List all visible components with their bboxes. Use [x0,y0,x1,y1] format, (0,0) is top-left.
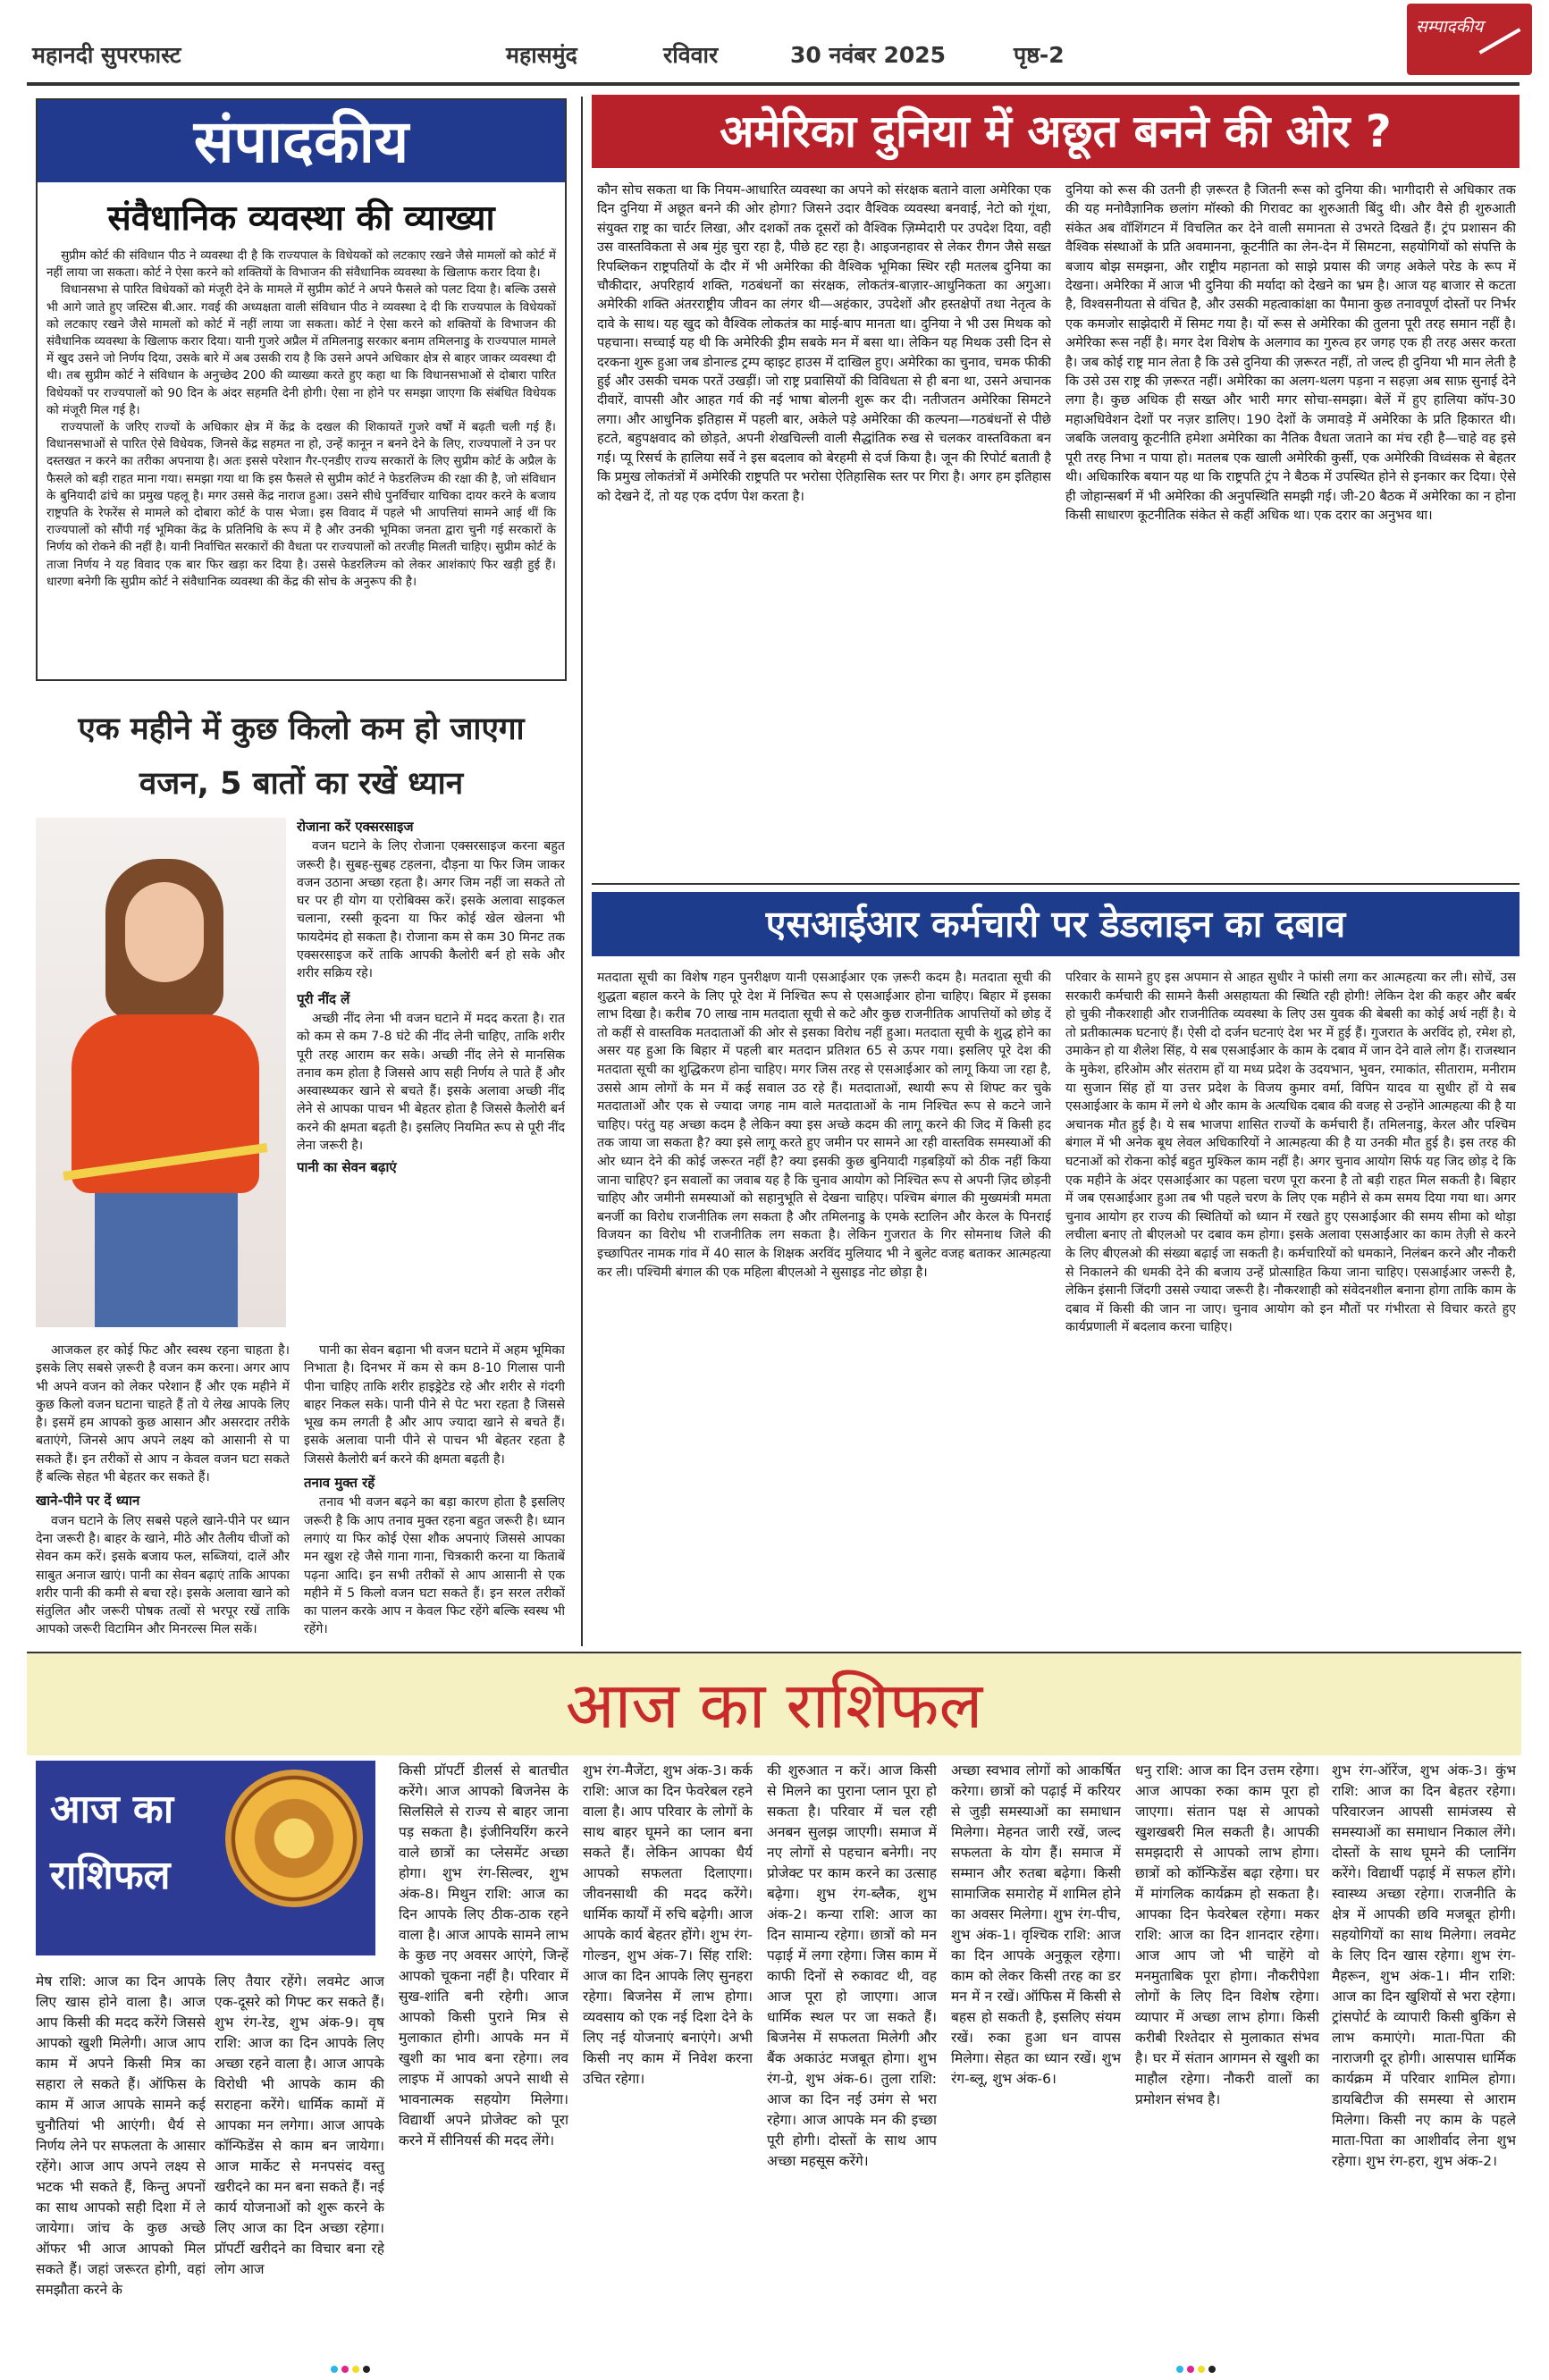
yellow-dot-icon [1198,2366,1205,2373]
editorial-label-bar [38,100,565,182]
america-title: अमेरिका दुनिया में अछूत बनने की ओर ? [720,105,1392,157]
header-rule [27,82,1520,86]
health-section [36,693,567,1644]
magenta-dot-icon [1187,2366,1194,2373]
health-title-line2: वजन, 5 बातों का रखें ध्यान [139,766,464,802]
diet-text: वजन घटाने के लिए सबसे पहले खाने-पीने पर ध्यान देना जरूरी है। बाहर के खाने, मीठे और तैलीय चीजों को सेवन कम करें। इसके बजाय फल, सब्जियां, दालें और साबुत अनाज खाएं। पानी का सेवन बढ़ाएं ताकि आपका शरीर पानी की कमी से बचा रहे। इसके अलावा खाने को संतुलित और जरूरी पोषक तत्वों से भरपूर रखें ताकि आपको जरूरी विटामिन और मिनरल्स मिल सकें। [36,1513,290,1637]
magenta-dot-icon [341,2366,349,2373]
cyan-dot-icon [1176,2366,1183,2373]
page-number: पृष्ठ-2 [1014,42,1065,68]
rashi-col2: लिए तैयार रहेंगे। लवमेट आज एक-दूसरे को गिफ्ट कर सकते हैं। शुभ रंग-रेड, शुभ अंक-9। वृष राशि: आज का दिन आपके लिए अच्छा रहने वाला है। आज आपके विरोधी भी आपके काम की सराहना करेंगे। धार्मिक कामों में आपका मन लगेगा। आज आपके कॉन्फिडेंस से काम बन जायेगा। आज मार्केट से मनपसंद वस्तु खरीदने का मन बना सकते हैं। नई कार्य योजनाओं को शुरू करने के लिए आज का दिन अच्छा रहेगा। प्रॉपर्टी खरीदने का विचार बना रहे लोग आज [215,1973,384,2277]
editorial-p3: राज्यपालों के जरिए राज्यों के अधिकार क्षेत्र में केंद्र के दखल की शिकायतें गुजरे वर्षों में बढ़ती चली गई हैं। विधानसभाओं से पारित ऐसे विधेयक, जिनसे केंद्र सहमत ना हो, उन्हें कानून न बनने देने के लिए, राज्यपालों ने उन पर दस्तखत न करने का तरीका अपनाया है। अतः इससे परेशान गैर-एनडीए राज्य सरकारों के लिए सुप्रीम कोर्ट के अप्रैल के फैसले को बड़ी राहत माना गया। समझा गया था कि इस फैसले से सुप्रीम कोर्ट ने फेडरलिज्म की रक्षा की है, जो संविधान के बुनियादी ढांचे का प्रमुख पहलू है। मगर उससे केंद्र नाराज हुआ। उसने सीधे पुनर्विचार याचिका दायर करने के बजाय राष्ट्रपति के रेफरेंस से मामले को दोबारा कोर्ट के पास भेजा। इस विवाद में पहले भी आपत्तियां सामने आई थीं कि राज्यपालों को सौंपी गई भूमिका केंद्र के प्रतिनिधि के रूप में है और उनकी भूमिका जनता द्वारा चुनी गई सरकारों के निर्णय को रोकने की नहीं है। यानी निर्वाचित सरकारों की वैधता पर राज्यपालों को तरजीह मिलती चाहिए। सुप्रीम कोर्ट के ताजा निर्णय ने यह विवाद एक बार फिर खड़ा कर दिया है। उससे फेडरलिज्म को लेकर आशंकाएं फिर खड़ी हुई हैं। धारणा बनेगी कि सुप्रीम कोर्ट ने संवैधानिक व्यवस्था की केंद्र की सोच के अनुरूप की है। [46,421,556,589]
paper-name: महानदी सुपरफास्ट [32,42,181,68]
water-text: पानी का सेवन बढ़ाना भी वजन घटाने में अहम भूमिका निभाता है। दिनभर में कम से कम 8-10 गिलास पानी पीना चाहिए ताकि शरीर हाइड्रेटेड रहे और शरीर से गंदगी बाहर निकल सके। पानी पीने से पेट भरा रहता है जिससे भूख कम लगती है और आप ज्यादा खाने से बचते हैं। इसके अलावा पानी पीने से पाचन भी बेहतर रहता है जिससे कैलोरी बर्न करने की क्षमता बढ़ती है। [304,1343,565,1467]
woman-exercise-image [36,818,286,1327]
sleep-heading: पूरी नींद लें [297,990,350,1007]
rashi-col6: अच्छा स्वभाव लोगों को आकर्षित करेगा। छात्रों को पढ़ाई में करियर से जुड़ी समस्याओं का समाधान मिलेगा। मेहनत जारी रखें, जल्द सफलता के योग हैं। समाज में सम्मान और रुतबा बढ़ेगा। किसी सामाजिक समारोह में शामिल होने का अवसर मिलेगा। शुभ रंग-पीच, शुभ अंक-1। वृश्चिक राशि: आज का दिन आपके अनुकूल रहेगा। काम को लेकर किसी तरह का डर मन में न रखें। ऑफिस में किसी से बहस हो सकती है, इसलिए संयम रखें। रुका हुआ धन वापस मिलेगा। सेहत का ध्यान रखें। शुभ रंग-ब्लू, शुभ अंक-6। [951,1762,1121,2087]
america-col2: दुनिया को रूस की उतनी ही ज़रूरत है जितनी रूस को दुनिया की। भागीदारी से अधिकार तक की यह मनोवैज्ञानिक छलांग मॉस्को की गिरावट का शुरुआती बिंदु थी। और वैसे ही शुरुआती संकेत अब वॉशिंगटन में विचलित कर देने वाली समानता से उभरते दिखते हैं। ट्रंप प्रशासन की वैश्विक संस्थाओं के प्रति अवमानना, कूटनीति का लेन-देन में सिमटना, सहयोगियों को संपत्ति के बजाय बोझ समझना, और राष्ट्रीय महानता को साझे प्रयास की जगह अकेले परेड के रूप में देखना। अमेरिका में आज भी दुनिया की मर्यादा को देखने का भ्रम है। आज यह बाजार से कटता है, विश्वसनीयता से वंचित है, और उसकी महत्वाकांक्षा का पैमाना कुछ तनावपूर्ण दोस्तों पर निर्भर एक कमजोर साझेदारी में सिमट गया है। यों रूस से अमेरिका की तुलना पूरी तरह समान नहीं है। अमेरिका रूस नहीं है। मगर देश विशेष के अलगाव का गुरुत्व हर जगह एक ही तरह असर करता है। जब कोई राष्ट्र मान लेता है कि उसे दुनिया की ज़रूरत नहीं, तो जल्द ही दुनिया भी मान लेती है कि उसे उस राष्ट्र की ज़रूरत नहीं। अमेरिका का अलग-थलग पड़ना न सहज़ा अब साफ़ सुनाई देने लगा है। कुछ अधिक ही सख्त और भारी मगर सोचा-समझा। बेलें में हुए हालिया कॉप-30 महाअधिवेशन देशों पर नज़र डालिए। 190 देशों के जमावड़े में अमेरिका के प्रति हिकारत थी। जबकि जलवायु कूटनीति हमेशा अमेरिका का नैतिक वैधता जताने का मंच रही है—चाहे वह इसे पूरी तरह निभा न पाया हो। मतलब एक खाली अमेरिकी कुर्सी, एक अमेरिकी विध्वंसक से बेहतर थी। अधिकारिक बयान यह था कि राष्ट्रपति ट्रंप ने बैठक में उपस्थित होने से इनकार कर दिया। ऐसे ही जोहान्सबर्ग में भी अमेरिका की अनुपस्थिति समझी गई। जी-20 बैठक में अमेरिका का न होना किसी साधारण कूटनीतिक संकेत से कहीं अधिक था। एक दरार का अनुभव था। [1065,182,1516,523]
masthead [0,0,1549,88]
rashi-col4: शुभ रंग-मैजेंटा, शुभ अंक-3। कर्क राशि: आज का दिन फेवरेबल रहने वाला है। आप परिवार के लोगों के साथ बाहर घूमने का प्लान बना सकते हैं। लेकिन आपका धैर्य आपको सफलता दिलाएगा। जीवनसाथी की मदद करेंगे। धार्मिक कार्यों में रुचि बढ़ेगी। आज आपके कार्य बेहतर होंगे। शुभ रंग-गोल्डन, शुभ अंक-7। सिंह राशि: आज का दिन आपके लिए सुनहरा रहेगा। बिजनेस में लाभ होगा। व्यवसाय को एक नई दिशा देने के लिए नई योजनाएं बनाएंगे। अभी किसी नए काम में निवेश करना उचित रहेगा। [583,1762,753,2087]
america-title-bar [592,95,1520,168]
sir-section [592,883,1520,1644]
rashifal-box-line2: राशिफल [50,1853,171,1898]
health-title-line1: एक महीने में कुछ किलो कम हो जाएगा [78,711,525,747]
sir-col1: मतदाता सूची का विशेष गहन पुनरीक्षण यानी एसआईआर एक ज़रूरी कदम है। मतदाता सूची की शुद्धता बहाल करने के लिए पूरे देश में निश्चित रूप से एसआईआर होना चाहिए। बिहार में इसका लाभ दिखा है। करीब 70 लाख नाम मतदाता सूची से कटे और कुछ राजनीतिक आपत्तियों को छोड़ दें तो कहीं से वास्तविक मतदाताओं की ओर से इसका विरोध नहीं हुआ। मतदाता सूची के शुद्ध होने का असर यह हुआ कि बिहार में पहली बार मतदान प्रतिशत 65 से ऊपर गया। इसलिए पूरे देश की मतदाता सूची का शुद्धिकरण होना चाहिए। मगर जिस तरह से एसआईआर को लागू किया जा रहा है, उससे आम लोगों के मन में कई सवाल उठ रहे हैं। मतदाताओं, स्थायी रूप से शिफ्ट कर चुके मतदाताओं और एक से ज्यादा जगह नाम वाले मतदाताओं के नाम निश्चित रूप से कटने जाने चाहिए। परंतु यह अच्छा कदम है लेकिन क्या इस अच्छे कदम की लागू करने की जिद में किसी हद तक जाया जा सकता है? क्या इसे लागू करते हुए जमीन पर सामने आ रही वास्तविक समस्याओं की ओर ध्यान देने की कोई जरूरत नहीं है? क्या इसकी कुछ बुनियादी गड़बड़ियों को ठीक नहीं किया जाना चाहिए? इन सवालों का जवाब यह है कि चुनाव आयोग को निश्चित रूप से अपनी ज़िद छोड़नी चाहिए और जमीनी समस्याओं को सहानुभूति से देखना चाहिए। पश्चिम बंगाल की मुख्यमंत्री ममता बनर्जी का विरोध राजनीतिक लग सकता है और तमिलनाडु के एमके स्टालिन और केरल के पिनराई विजयन का विरोध भी राजनीतिक लग सकता है। लेकिन गुजरात के गिर सोमनाथ जिले की इच्छापितर नामक गांव में 40 साल के शिक्षक अरविंद मुलियाद भी ने बुलेट वजह बताकर आत्महत्या कर ली। पश्चिमी बंगाल की एक महिला बीएलओ ने सुसाइड नोट छोड़ा है। [597,971,1051,1280]
city: महासमुंद [506,42,577,68]
yellow-dot-icon [352,2366,359,2373]
pen-icon [1478,28,1520,54]
rashifal-title-band [27,1652,1521,1755]
rashifal-box-line1: आज का [50,1787,174,1832]
rashi-col5: की शुरुआत न करें। आज किसी से मिलने का पुराना प्लान पूरा हो सकता है। परिवार में चल रही अनबन सुलझ जाएगी। समाज में नए लोगों से पहचान बनेगी। नए प्रोजेक्ट पर काम करने का उत्साह बढ़ेगा। शुभ रंग-ब्लैक, शुभ अंक-2। कन्या राशि: आज का दिन सामान्य रहेगा। छात्रों को मन पढ़ाई में लगा रहेगा। जिस काम में काफी दिनों से रुकावट थी, वह आज पूरा हो जाएगा। आज धार्मिक स्थल पर जा सकते हैं। बिजनेस में सफलता मिलेगी और बैंक अकाउंट मजबूत होगा। शुभ रंग-ग्रे, शुभ अंक-6। तुला राशि: आज का दिन नई उमंग से भरा रहेगा। आज आपके मन की इच्छा पूरी होगी। दोस्तों के साथ आप अच्छा महसूस करेंगे। [767,1762,937,2169]
sir-col2: परिवार के सामने हुए इस अपमान से आहत सुधीर ने फांसी लगा कर आत्महत्या कर ली। सोचें, उस सरकारी कर्मचारी की सामने कैसी असहायता की स्थिति रही होगी! लेकिन देश की कहर और बर्बर हो चुकी नौकरशाही और राजनीतिक व्यवस्था के लिए उस युवक की बेबसी का कोई अर्थ नहीं है। ये तो प्रतीकात्मक घटनाएं हैं। ऐसी दो दर्जन घटनाएं देश भर में हुई हैं। गुजरात के अरविंद हो, रमेश हो, उमाकेन हो या शैलेश सिंह, ये सब एसआईआर के काम के दबाव में जान देने वाले लोग हैं। राजस्थान के मुकेश, हरिओम और संतराम हों या मध्य प्रदेश के उदयभान, भुवन, रमाकांत, सीताराम, मनीराम या सुजान सिंह हों या उत्तर प्रदेश के विजय कुमार वर्मा, विपिन यादव या सुधीर हों ये सब एसआईआर के काम में लगे थे और काम के अत्यधिक दबाव की वजह से उन्होंने आत्महत्या की है या अचानक मौत हुई है। ये सब भाजपा शासित राज्यों के कर्मचारी हैं। तमिलनाडु, केरल और पश्चिम बंगाल में भी अनेक बूथ लेवल अधिकारियों ने आत्महत्या की है या उनकी मौत हुई है। इस तरह की घटनाओं को रोकना कोई बहुत मुश्किल काम नहीं है। अगर चुनाव आयोग सिर्फ यह जिद छोड़ दे कि एक महीने के अंदर एसआईआर का पहला चरण पूरा करना है तो बड़ी राहत मिल सकती है। बिहार में जब एसआईआर हुआ तब भी पहले चरण के लिए एक महीने से कम समय दिया गया था। अगर चुनाव आयोग हर राज्य की स्थितियों को ध्यान में रखते हुए एसआईआर की समय सीमा को थोड़ा लचीला बनाए तो बीएलओ पर दबाव कम होगा। इसके अलावा एसआईआर का काम तेज़ी से करने के लिए बीएलओ की संख्या बढ़ाई जा सकती है। कर्मचारियों को धमकाने, निलंबन करने और नौकरी से निकालने की धमकी देने की बजाय उन्हें प्रोत्साहित किया जाना चाहिए। एसआईआर जरूरी है, लेकिन इंसानी जिंदगी उससे ज्यादा जरूरी है। नौकरशाही को संवेदनशील बनाना होगा ताकि काम के दबाव में किसी की जान ना जाए। चुनाव आयोग को इन मौतों पर गंभीरता से विचार करते हुए कार्यप्रणाली में बदलाव करना चाहिए। [1065,971,1516,1335]
editorial-body [38,244,565,677]
editorial-label: संपादकीय [193,106,409,176]
america-col1: कौन सोच सकता था कि नियम-आधारित व्यवस्था का अपने को संरक्षक बताने वाला अमेरिका एक दिन दुनिया में अछूत बनने की ओर होगा? जिसने उदार वैश्विक व्यवस्था बनवाई, नेटो को गूंथा, संयुक्त राष्ट्र का चार्टर लिखा, और दशकों तक दूसरों को वैश्विक ज़िम्मेदारी पर उपदेश दिया, वही उस वास्तविकता से अब मुंह चुरा रहा है, पीछे हट रहा है। आइजनहावर से लेकर रीगन जैसे सख्त रिपब्लिकन राष्ट्रपतियों के दौर में भी अमेरिका की वैश्विक भूमिका स्थिर रही मतलब दुनिया का चौकीदार, अपरिहार्य शक्ति, गठबंधनों का संरक्षक, लोकतंत्र-बाज़ार-आधुनिकता का अगुआ। अमेरिकी शक्ति अंतरराष्ट्रीय जीवन का लंगर थी—अहंकार, उपदेशों और हस्तक्षेपों तथा नेतृत्व के दावे के साथ। यह खुद को वैश्विक लोकतंत्र का माई-बाप मानता था। दुनिया ने भी उस मिथक को पहचाना। सच्चाई यह थी कि अमेरिकी ड्रीम सबके मन में बसा था। लेकिन यह मिथक उसी दिन से दरकना शुरू हुआ जब डोनाल्ड ट्रम्प व्हाइट हाउस में दाखिल हुए। अमेरिका का चुनाव, चमक फीकी हुई और उसकी चमक परतें उखड़ीं। जो राष्ट्र प्रवासियों की विविधता से ही बना था, उसने अचानक दीवारें, वापसी और आहत गर्व की नई भाषा बोलनी शुरू कर दी। नतीजतन अमेरिका सिमटने लगा। और आधुनिक इतिहास में पहली बार, अकेले पड़े अमेरिका की कल्पना—गठबंधनों से पीछे हटते, बहुपक्षवाद को छोड़ते, अपनी शेखचिल्ली वाली सैद्धांतिक रुख से चलकर वास्तविकता बन गई। प्यू रिसर्च के हालिया सर्वे ने इस बदलाव को बेरहमी से दर्ज किया है। जून की रिपोर्ट बताती है कि प्रमुख लोकतंत्रों में अमेरिकी राष्ट्रपति पर भरोसा ऐतिहासिक स्तर पर गिरा है। अगर हम इतिहास को देखने दें, तो यह एक दर्पण पेश करता है। [597,182,1051,504]
editorial-badge [1407,4,1532,75]
rashifal-box [36,1761,375,1955]
sleep-text: अच्छी नींद लेना भी वजन घटाने में मदद करता है। रात को कम से कम 7-8 घंटे की नींद लेनी चाहिए, ताकि शरीर पूरी तरह आराम कर सके। अच्छी नींद लेने से मानसिक तनाव कम होता है जिससे आप सही निर्णय ले पाते हैं और अस्वास्थ्यकर खाने से बचते हैं। इसके अलावा अच्छी नींद लेने से आपका पाचन भी बेहतर होता है जिससे कैलोरी बर्न करने की क्षमता बढ़ती है। इसलिए नियमित रूप से पूरी नींद लेना जरूरी है। [297,1011,565,1154]
diet-heading: खाने-पीने पर दें ध्यान [36,1493,140,1510]
stress-text: तनाव भी वजन बढ़ने का बड़ा कारण होता है इसलिए जरूरी है कि आप तनाव मुक्त रहना बहुत जरूरी है। ध्यान लगाएं या फिर कोई ऐसा शौक अपनाएं जिससे आपका मन खुश रहे जैसे गाना गाना, चित्रकारी करना या किताबें पढ़ना आदि। इन सभी तरीकों से आप आसानी से एक महीने में 5 किलो वजन घटा सकते हैं। इन सरल तरीकों का पालन करके आप न केवल फिट रहेंगे बल्कि स्वस्थ भी रहेंगे। [304,1495,565,1637]
stress-heading: तनाव मुक्त रहें [304,1475,375,1492]
print-registration-marks [0,2366,1549,2373]
editorial-section [36,98,567,681]
zodiac-wheel-icon [225,1770,363,1907]
column-divider [581,97,583,1646]
health-intro: आजकल हर कोई फिट और स्वस्थ रहना चाहता है। इसके लिए सबसे ज़रूरी है वजन कम करना। अगर आप भी अपने वजन को लेकर परेशान हैं और एक महीने में कुछ किलो वजन घटाना चाहते हैं तो ये लेख आपके लिए है। इसमें हम आपको कुछ आसान और असरदार तरीके बताएंगे, जिनसे आप अपने लक्ष्य को आसानी से पा सकते हैं। इन तरीकों से आप न केवल वजन घटा सकते हैं बल्कि सेहत भी बेहतर कर सकते हैं। [36,1343,290,1485]
water-heading: पानी का सेवन बढ़ाएं [297,1159,397,1176]
rashi-col7: धनु राशि: आज का दिन उत्तम रहेगा। आज आपका रुका काम पूरा हो जाएगा। संतान पक्ष से आपको खुशखबरी मिल सकती है। आपकी समझदारी से आपको लाभ होगा। छात्रों को कॉन्फिडेंस बढ़ा रहेगा। घर में मांगलिक कार्यक्रम हो सकता है। आपका दिन फेवरेबल रहेगा। मकर राशि: आज का दिन शानदार रहेगा। आज आप जो भी चाहेंगे वो मनमुताबिक पूरा होगा। नौकरीपेशा लोगों के लिए दिन विशेष रहेगा। व्यापार में अच्छा लाभ होगा। किसी करीबी रिश्तेदार से मुलाकात संभव है। घर में संतान आगमन से खुशी का माहौल रहेगा। नौकरी वालों का प्रमोशन संभव है। [1135,1762,1319,2107]
black-dot-icon [1208,2366,1216,2373]
health-right-col [304,1341,565,1638]
black-dot-icon [363,2366,370,2373]
rashi-col8: शुभ रंग-ऑरेंज, शुभ अंक-3। कुंभ राशि: आज का दिन बेहतर रहेगा। परिवारजन आपसी सामंजस्य से समस्याओं का समाधान निकाल लेंगे। दोस्तों के साथ घूमने की प्लानिंग करेंगे। विद्यार्थी पढ़ाई में सफल होंगे। स्वास्थ्य अच्छा रहेगा। राजनीति के क्षेत्र में आपकी छवि मजबूत होगी। सहयोगियों का साथ मिलेगा। लवमेट के लिए दिन खास रहेगा। शुभ रंग-मैहरून, शुभ अंक-1। मीन राशि: आज का दिन खुशियों से भरा रहेगा। ट्रांसपोर्ट के व्यापारी किसी बुकिंग से लाभ कमाएंगे। माता-पिता की नाराजगी दूर होगी। आसपास धार्मिक कार्यक्रम में परिवार शामिल होगा। डायबिटीज की समस्या से आराम मिलेगा। किसी नए काम के पहले माता-पिता का आशीर्वाद लेना शुभ रहेगा। शुभ रंग-हरा, शुभ अंक-2। [1332,1762,1516,2169]
badge-label: सम्पादकीय [1416,17,1484,37]
rashifal-title: आज का राशिफल [565,1668,983,1743]
editorial-p2: विधानसभा से पारित विधेयकों को मंजूरी देने के मामले में सुप्रीम कोर्ट ने अपने फैसले को पलट दिया है। बल्कि उससे भी आगे जाते हुए जस्टिस बी.आर. गवई की अध्यक्षता वाली संविधान पीठ ने व्यवस्था दे दी कि राज्यपाल के विधेयकों को लटकाए रखने जैसे मामलों को कोर्ट में नहीं लाया जा सकता। कोर्ट ने ऐसा करने को शक्तियों के विभाजन की संवैधानिक व्यवस्था के खिलाफ करार दिया। यानी गुजरे अप्रैल में तमिलनाडु सरकार बनाम तमिलनाडु के राज्यपाल मामले में खुद उसने जो निर्णय दिया, उसके बारे में अब उसकी राय है कि उसने अपने अधिकार क्षेत्र से बाहर जाकर व्यवस्था दी थी। तब सुप्रीम कोर्ट ने संविधान के अनुच्छेद 200 की व्याख्या करते हुए कहा था कि विधानसभाओं से दोबारा पारित विधेयकों पर राज्यपालों को 90 दिन के अंदर सहमति देनी होगी। ऐसा ना होने पर समझा जाएगा कि संबंधित विधेयक को मंजूरी मिल गई है। [46,283,556,417]
rashi-col1: मेष राशि: आज का दिन आपके लिए खास होने वाला है। आज आप किसी की मदद करेंगे जिससे आपको खुशी मिलेगी। आज आप काम में अपने किसी मित्र का सहारा ले सकते हैं। ऑफिस के काम में आज आपके सामने कई चुनौतियां भी आएंगी। धैर्य से निर्णय लेने पर सफलता के आसार रहेंगे। आज आप अपने लक्ष्य से भटक भी सकते हैं, किन्तु अपनों का साथ आपको सही दिशा में ले जायेगा। जांच के कुछ अच्छे ऑफर भी आज आपको मिल सकते हैं। जहां जरूरत होगी, वहां समझौता करने के [36,1973,206,2298]
rashi-col3: किसी प्रॉपर्टी डीलर्स से बातचीत करेंगे। आज आपको बिजनेस के सिलसिले से राज्य से बाहर जाना पड़ सकता है। इंजीनियरिंग करने वाले छात्रों का प्लेसमेंट अच्छा होगा। शुभ रंग-सिल्वर, शुभ अंक-8। मिथुन राशि: आज का दिन आपके लिए ठीक-ठाक रहने वाला है। आज आपके सामने लाभ के कुछ नए अवसर आएंगे, जिन्हें आपको चूकना नहीं है। परिवार में सुख-शांति बनी रहेगी। आज आपको किसी पुराने मित्र से मुलाकात होगी। आपके मन में खुशी का भाव बना रहेगा। लव लाइफ में आपको अपने साथी से भावनात्मक सहयोग मिलेगा। विद्यार्थी अपने प्रोजेक्ट को पूरा करने में सीनियर्स की मदद लेंगे। [399,1762,568,2149]
date: 30 नवंबर 2025 [790,42,947,68]
day: रविवार [663,42,719,68]
cyan-dot-icon [331,2366,338,2373]
exercise-lead: रोजाना करें एक्सरसाइज [297,819,414,835]
sir-title-bar [592,892,1520,956]
jeans-shape [95,1193,238,1327]
health-left-col [36,1341,290,1638]
health-top-col [297,816,565,1340]
exercise-text: वजन घटाने के लिए रोजाना एक्सरसाइज करना बहुत जरूरी है। सुबह-सुबह टहलना, दौड़ना या फिर जिम जाकर वजन उठाना अच्छा रहता है। अगर जिम नहीं जा सकते तो घर पर ही योग या एरोबिक्स करें। इसके अलावा साइकल चलाना, रस्सी कूदना या फिर कोई खेल खेलना भी फायदेमंद हो सकता है। रोजाना कम से कम 30 मिनट तक एक्सरसाइज करें ताकि आपकी कैलोरी बर्न हो सके और शरीर सक्रिय रहे। [297,839,565,981]
editorial-title: संवैधानिक व्यवस्था की व्याख्या [107,198,495,239]
face-shape [125,882,204,982]
sir-title: एसआईआर कर्मचारी पर डेडलाइन का दबाव [765,903,1346,946]
editorial-p1: सुप्रीम कोर्ट की संविधान पीठ ने व्यवस्था दी है कि राज्यपाल के विधेयकों को लटकाए रखने जैसे मामलों को कोर्ट में नहीं लाया जा सकता। कोर्ट ने ऐसा करने को शक्तियों के विभाजन की संवैधानिक व्यवस्था के खिलाफ करार दिया है। [46,249,556,281]
america-section [592,95,1520,881]
